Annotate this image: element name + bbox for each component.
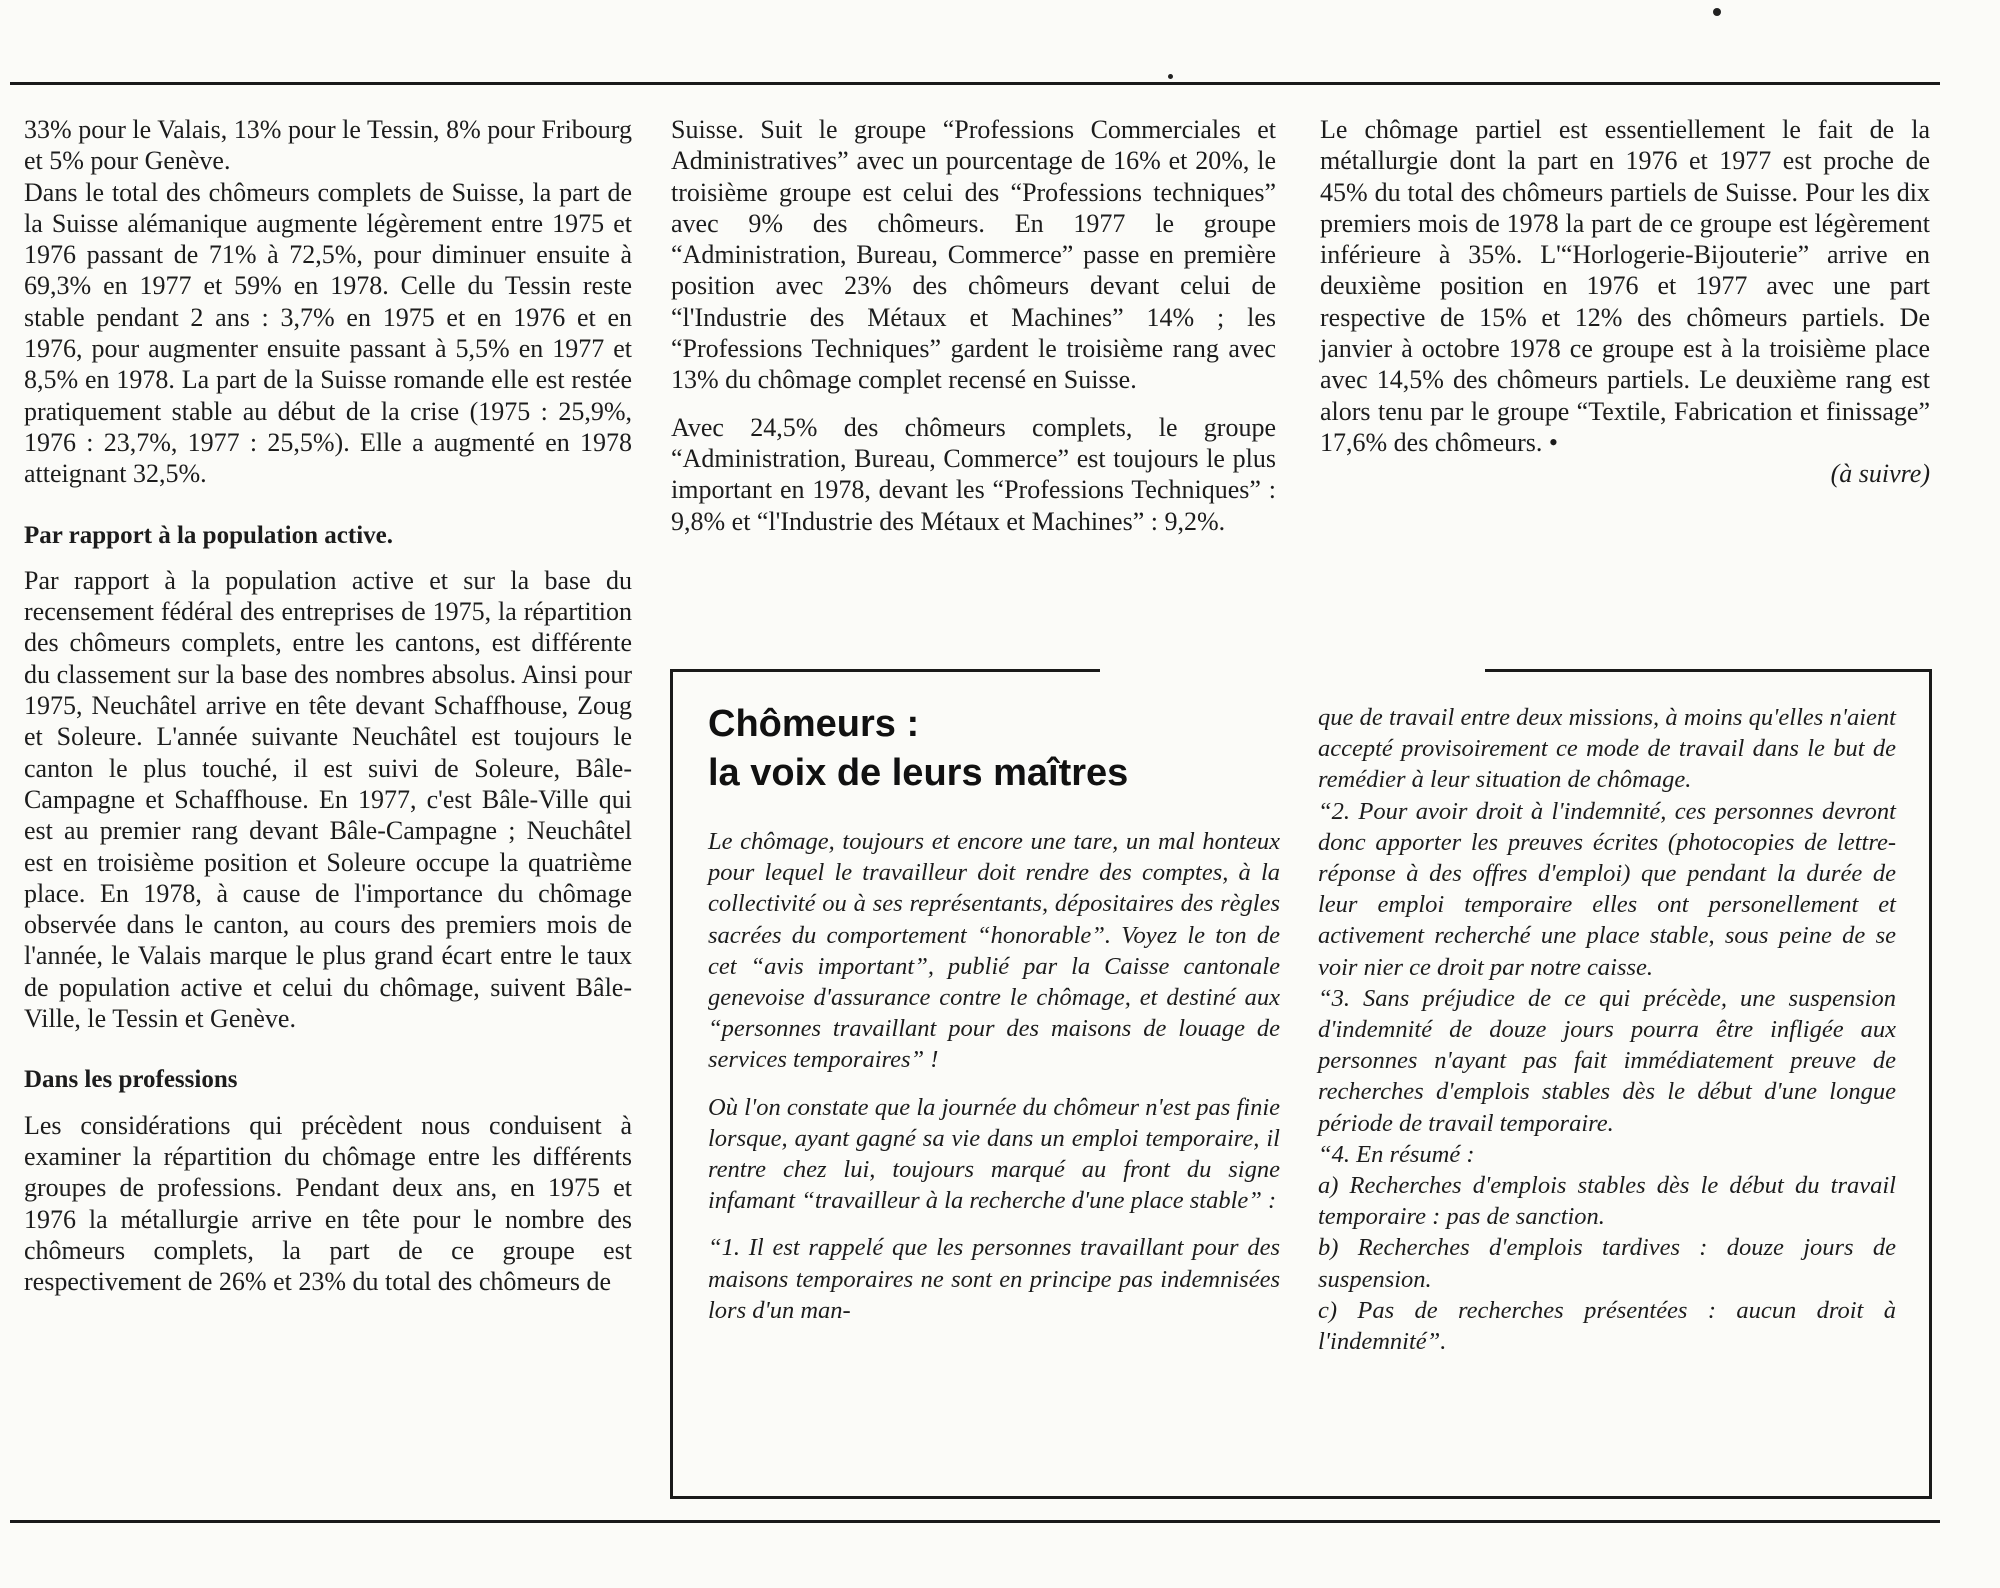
paragraph: Le chômage partiel est essentiellement le fait de la métallurgie dont la part en 1976 et 1977 est proche de 45% du total des chômeurs partiels de Suisse. Pour les dix premiers mois de 1978 la part de ce groupe est légèrement inférieure à 35%. L'“Horlogerie-Bijouterie” arrive en deuxième position en 1976 et 1977 avec une part respective de 15% et 12% des chômeurs partiels. De janvier à octobre 1978 ce groupe est à la troisième place avec 14,5% des chômeurs partiels. Le deuxième rang est alors tenu par le groupe “Textile, Fabrication et finissage” 17,6% des chômeurs. • — [1320, 115, 1930, 457]
box-title — [708, 700, 1268, 798]
to-be-continued: (à suivre) — [1830, 459, 1930, 489]
box-border-gap — [1100, 664, 1485, 676]
box-paragraph: c) Pas de recherches présentées : aucun droit à l'indemnité”. — [1318, 1296, 1896, 1356]
box-title-line-2: la voix de leurs maîtres — [708, 752, 1129, 794]
paragraph: Avec 24,5% des chômeurs complets, le groupe “Administration, Bureau, Commerce” est toujours le plus important en 1978, devant les “Professions Techniques” : 9,8% et “l'Industrie des Métaux et Machines” : 9,2%. — [671, 412, 1276, 536]
box-paragraph: a) Recherches d'emplois stables dès le début du travail temporaire : pas de sanction. — [1318, 1172, 1896, 1231]
box-column-right — [1318, 702, 1896, 1357]
print-speck — [1168, 74, 1173, 79]
box-paragraph: “3. Sans préjudice de ce qui précède, une suspension d'indemnité de douze jours pourra être infligée aux personnes n'ayant pas fait immédiatement preuve de recherches d'emplois stables dès le début d'une longue période de travail temporaire. — [1318, 984, 1896, 1137]
section-heading: Dans les professions — [24, 1066, 238, 1094]
paragraph: 33% pour le Valais, 13% pour le Tessin, 8% pour Fribourg et 5% pour Genève. — [24, 115, 632, 176]
box-paragraph: b) Recherches d'emplois tardives : douze jours de suspension. — [1318, 1234, 1896, 1293]
section-heading: Par rapport à la population active. — [24, 521, 393, 549]
paragraph: Suisse. Suit le groupe “Professions Commerciales et Administratives” avec un pourcentage de 16% et 20%, le troisième groupe est celui des “Professions techniques” avec 9% des chômeurs. En 1977 le groupe “Administration, Bureau, Commerce” passe en première position avec 23% des chômeurs devant celui de “l'Industrie des Métaux et Machines” 14% ; les “Professions Techniques” gardent le troisième rang avec 13% du chômage complet recensé en Suisse. — [671, 115, 1276, 395]
box-paragraph: “1. Il est rappelé que les personnes travaillant pour des maisons temporaires ne sont en principe pas indemnisées lors d'un man- — [708, 1234, 1280, 1324]
article-column-2 — [671, 114, 1276, 537]
article-column-1 — [24, 114, 632, 1297]
box-column-left — [708, 826, 1280, 1326]
paragraph: Par rapport à la population active et sur la base du recensement fédéral des entreprises de 1975, la répartition des chômeurs complets, entre les cantons, est différente du classement sur la base des nombres absolus. Ainsi pour 1975, Neuchâtel arrive en tête devant Schaffhouse, Zoug et Soleure. L'année suivante Neuchâtel est toujours le canton le plus touché, il est suivi de Soleure, Bâle-Campagne et Schaffhouse. En 1977, c'est Bâle-Ville qui est au premier rang devant Bâle-Campagne ; Neuchâtel est en troisième position et Soleure occupe la quatrième place. En 1978, à cause de l'importance du chômage observée dans le canton, au cours des premiers mois de l'année, le Valais marque le plus grand écart entre le taux de population active et celui du chômage, suivent Bâle-Ville, le Tessin et Genève. — [24, 565, 632, 1034]
box-title-line-1: Chômeurs : — [708, 703, 920, 745]
box-paragraph: Le chômage, toujours et encore une tare, un mal honteux pour lequel le travailleur doit rendre des comptes, à la collectivité ou à ses représentants, dépositaires des règles sacrées du comportement “honorable”. Voyez le ton de cet “avis important”, publié par la Caisse cantonale genevoise d'assurance contre le chômage, et destiné aux “personnes travaillant pour des maisons de louage de services temporaires” ! — [708, 828, 1280, 1074]
box-paragraph: “4. En résumé : — [1318, 1140, 1475, 1168]
paragraph: Les considérations qui précèdent nous conduisent à examiner la répartition du chômage entre les différents groupes de professions. Pendant deux ans, en 1975 et 1976 la métallurgie arrive en tête pour le nombre des chômeurs complets, la part de ce groupe est respectivement de 26% et 23% du total des chômeurs de — [24, 1110, 632, 1297]
box-paragraph: Où l'on constate que la journée du chômeur n'est pas finie lorsque, ayant gagné sa vie dans un emploi temporaire, il rentre chez lui, toujours marqué au front du signe infamant “travailleur à la recherche d'une place stable” : — [708, 1093, 1280, 1215]
box-paragraph: “2. Pour avoir droit à l'indemnité, ces personnes devront donc apporter les preuves écrites (photocopies de lettre-réponse à des offres d'emploi) que pendant la durée de leur emploi temporaire elles ont personellement et activement recherché une place stable, sous peine de se voir nier ce droit par notre caisse. — [1318, 797, 1896, 981]
bottom-rule — [10, 1520, 1940, 1523]
article-column-3 — [1320, 114, 1930, 490]
print-speck — [1713, 8, 1721, 16]
paragraph: Dans le total des chômeurs complets de Suisse, la part de la Suisse alémanique augmente légèrement entre 1975 et 1976 passant de 71% à 72,5%, pour diminuer ensuite à 69,3% en 1977 et 59% en 1978. Celle du Tessin reste stable pendant 2 ans : 3,7% en 1975 et en 1976 et en 1976, pour augmenter ensuite passant à 5,5% en 1977 et 8,5% en 1978. La part de la Suisse romande elle est restée pratiquement stable au début de la crise (1975 : 25,9%, 1976 : 23,7%, 1977 : 25,5%). Elle a augmenté en 1978 atteignant 32,5%. — [24, 177, 632, 489]
top-rule — [10, 82, 1940, 85]
box-paragraph: que de travail entre deux missions, à moins qu'elles n'aient accepté provisoirement ce mode de travail dans le but de remédier à leur situation de chômage. — [1318, 704, 1896, 794]
